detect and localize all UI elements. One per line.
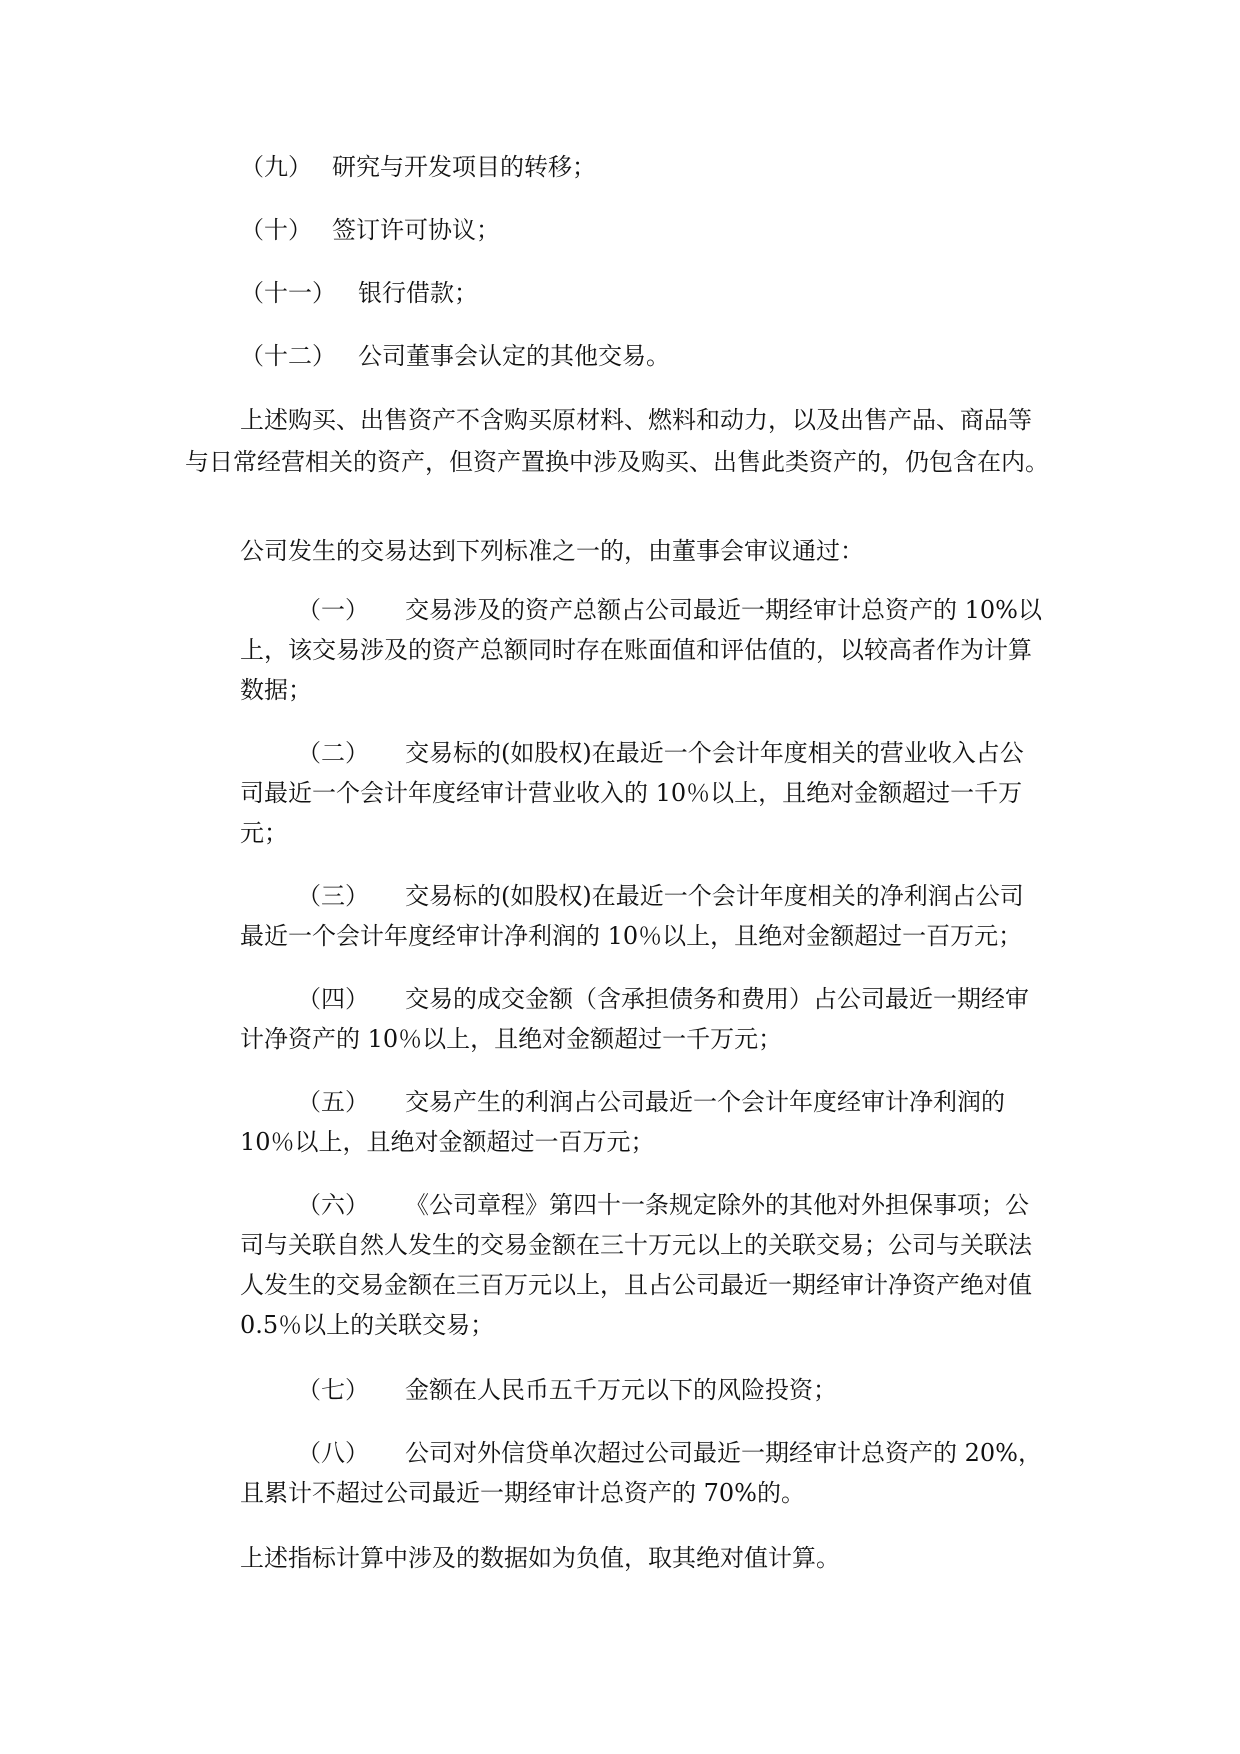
item-number: （四） <box>297 985 369 1013</box>
item-text: 司最近一个会计年度经审计营业收入的 10％以上，且绝对金额超过一千万 <box>240 779 1023 807</box>
note-line: 与日常经营相关的资产，但资产置换中涉及购买、出售此类资产的，仍包含在内。 <box>185 448 1049 476</box>
item-text: 交易标的(如股权)在最近一个会计年度相关的净利润占公司 <box>405 882 1024 910</box>
item-text: 交易的成交金额（含承担债务和费用）占公司最近一期经审 <box>405 985 1029 1013</box>
item-text: 司与关联自然人发生的交易金额在三十万元以上的关联交易；公司与关联法 <box>240 1231 1032 1259</box>
item-number: （一） <box>297 596 369 624</box>
item-text: 元； <box>240 819 288 847</box>
list-item <box>240 273 478 313</box>
criteria-item <box>240 1082 1070 1162</box>
item-number: （十二） <box>240 342 336 370</box>
criteria-item <box>240 733 1070 853</box>
item-text: 交易标的(如股权)在最近一个会计年度相关的营业收入占公 <box>405 739 1024 767</box>
item-number: （三） <box>297 882 369 910</box>
item-number: （二） <box>297 739 369 767</box>
list-item <box>240 210 500 250</box>
item-number: （五） <box>297 1088 369 1116</box>
item-text: 人发生的交易金额在三百万元以上，且占公司最近一期经审计净资产绝对值 <box>240 1271 1032 1299</box>
closing-note: 上述指标计算中涉及的数据如为负值，取其绝对值计算。 <box>240 1544 840 1572</box>
item-text: 计净资产的 10％以上，且绝对金额超过一千万元； <box>240 1025 783 1053</box>
item-text: 公司董事会认定的其他交易。 <box>358 342 670 370</box>
item-number: （八） <box>297 1439 369 1467</box>
criteria-item <box>240 1433 1070 1513</box>
item-number: （六） <box>297 1191 369 1219</box>
item-text: 10％以上，且绝对金额超过一百万元； <box>240 1128 655 1156</box>
item-text: 且累计不超过公司最近一期经审计总资产的 70%的。 <box>240 1479 805 1507</box>
item-text: 银行借款； <box>358 279 478 307</box>
item-text: 公司对外信贷单次超过公司最近一期经审计总资产的 20%， <box>405 1439 1042 1467</box>
item-number: （七） <box>297 1376 369 1404</box>
list-item <box>240 336 670 376</box>
item-text: 0.5％以上的关联交易； <box>240 1311 495 1339</box>
item-number: （十） <box>240 216 312 244</box>
criteria-item <box>240 979 1070 1059</box>
item-text: 签订许可协议； <box>332 216 500 244</box>
item-text: 上，该交易涉及的资产总额同时存在账面值和评估值的，以较高者作为计算 <box>240 636 1032 664</box>
note-line: 上述购买、出售资产不含购买原材料、燃料和动力，以及出售产品、商品等 <box>240 406 1032 434</box>
criteria-item <box>240 1370 1070 1410</box>
criteria-intro: 公司发生的交易达到下列标准之一的，由董事会审议通过： <box>240 537 864 565</box>
item-number: （十一） <box>240 279 336 307</box>
criteria-item <box>240 1185 1070 1345</box>
list-item <box>240 147 596 187</box>
item-text: 《公司章程》第四十一条规定除外的其他对外担保事项；公 <box>405 1191 1029 1219</box>
criteria-item <box>240 876 1070 956</box>
criteria-item <box>240 590 1070 710</box>
item-text: 研究与开发项目的转移； <box>332 153 596 181</box>
item-text: 最近一个会计年度经审计净利润的 10％以上，且绝对金额超过一百万元； <box>240 922 1023 950</box>
item-text: 数据； <box>240 676 312 704</box>
item-number: （九） <box>240 153 312 181</box>
item-text: 交易产生的利润占公司最近一个会计年度经审计净利润的 <box>405 1088 1005 1116</box>
item-text: 金额在人民币五千万元以下的风险投资； <box>405 1376 837 1404</box>
item-text: 交易涉及的资产总额占公司最近一期经审计总资产的 10%以 <box>405 596 1042 624</box>
